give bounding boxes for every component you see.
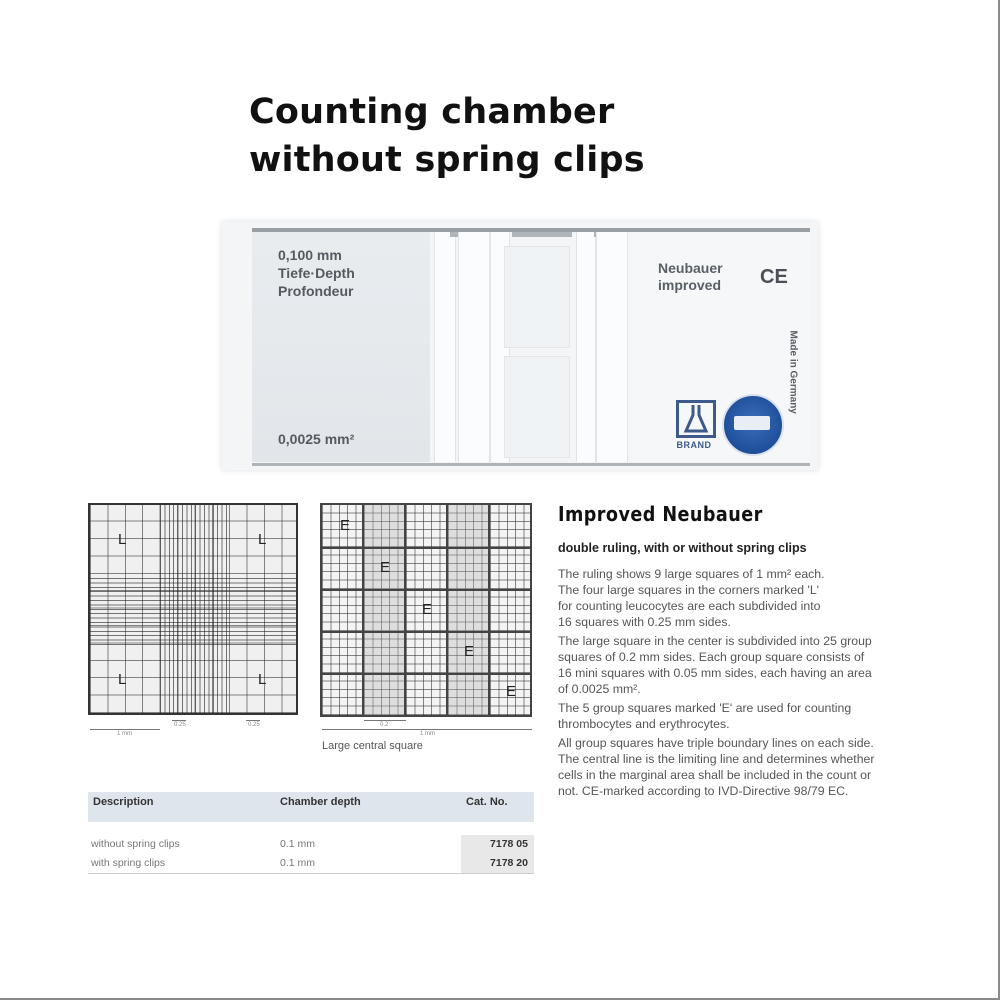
slide-edge [252, 463, 810, 466]
grid-major-line [488, 505, 490, 715]
slide-rail-cap [512, 232, 572, 237]
text-line: The central line is the limiting line and determines whether [558, 752, 875, 766]
dimension-label: 1 mm [420, 731, 435, 737]
blaubrand-label [734, 416, 770, 430]
grid-major-line [322, 547, 530, 549]
column-header-cat-no: Cat. No. [466, 796, 508, 808]
blaubrand-logo [722, 394, 784, 456]
grid-letter-l: L [258, 671, 267, 688]
dimension-line [364, 720, 406, 721]
description-paragraph [558, 566, 978, 630]
chamber-lower [504, 356, 570, 458]
cell-cat-no: 7178 20 [461, 854, 534, 873]
column-header-chamber-depth: Chamber depth [280, 796, 361, 808]
cell-chamber-depth: 0.1 mm [280, 857, 316, 869]
dimension-line [90, 729, 160, 730]
ruling-grid-central-square [320, 503, 532, 717]
counting-chamber-photo [222, 222, 818, 470]
product-label-line-1: Neubauer [658, 260, 723, 276]
depth-label-de-en: Tiefe·Depth [278, 265, 355, 281]
title-line-2: without spring clips [249, 140, 645, 180]
description-paragraph [558, 735, 978, 799]
ruling-grid-overview [88, 503, 298, 715]
grid-letter-l: L [118, 671, 127, 688]
text-line: 16 squares with 0.25 mm sides. [558, 615, 731, 629]
description-paragraph [558, 700, 978, 732]
grid-center-rows [90, 575, 296, 645]
grid-major-line [362, 505, 364, 715]
slide-rail [458, 232, 490, 462]
slide-label-panel [252, 232, 430, 462]
grid-shade [364, 505, 406, 715]
slide-rail [576, 232, 596, 462]
cell-chamber-depth: 0.1 mm [280, 838, 316, 850]
text-line: squares of 0.2 mm sides. Each group square consists of [558, 650, 865, 664]
dimension-label: 0.25 [248, 722, 260, 728]
depth-label-fr: Profondeur [278, 283, 354, 299]
product-label [658, 260, 723, 294]
grid-major-line [446, 505, 448, 715]
text-line: not. CE-marked according to IVD-Directive 98/79 EC. [558, 784, 849, 798]
grid-letter-e: E [340, 517, 351, 534]
chamber-upper [504, 246, 570, 348]
text-line: The ruling shows 9 large squares of 1 mm² each. [558, 567, 825, 581]
text-line: The large square in the center is subdivided into 25 group [558, 634, 872, 648]
text-line: for counting leucocytes are each subdivided into [558, 599, 821, 613]
description-paragraph [558, 633, 978, 697]
section-subtitle: double ruling, with or without spring clips [558, 541, 807, 555]
text-line: of 0.0025 mm². [558, 682, 641, 696]
grid-letter-e: E [422, 601, 433, 618]
grid-major-line [322, 631, 530, 633]
grid-major-line [322, 673, 530, 675]
table-header [88, 792, 534, 822]
area-value: 0,0025 mm² [278, 431, 355, 447]
text-line: 16 mini squares with 0.05 mm sides, each having an area [558, 666, 872, 680]
dimension-line [246, 720, 260, 721]
grid-major-line [322, 589, 530, 591]
text-line: The 5 group squares marked 'E' are used for counting [558, 701, 852, 715]
ordering-table [88, 792, 534, 874]
cell-description: without spring clips [91, 838, 180, 850]
text-line: cells in the marginal area shall be included in the count or [558, 768, 872, 782]
text-line: All group squares have triple boundary lines on each side. [558, 736, 874, 750]
grid-shade [448, 505, 490, 715]
dimension-label: 1 mm [117, 731, 132, 737]
section-title: Improved Neubauer [558, 502, 763, 526]
grid-letter-e: E [380, 559, 391, 576]
text-line: The four large squares in the corners marked 'L' [558, 583, 820, 597]
brand-name: BRAND [676, 440, 712, 450]
grid-letter-e: E [464, 643, 475, 660]
depth-value: 0,100 mm [278, 247, 342, 263]
page-title [249, 88, 645, 184]
grid-letter-l: L [118, 531, 127, 548]
brand-logo [670, 392, 718, 452]
grid-caption: Large central square [322, 740, 423, 752]
description-body [558, 566, 978, 802]
cell-cat-no: 7178 05 [461, 835, 534, 854]
product-label-line-2: improved [658, 277, 722, 293]
grid-major-line [404, 505, 406, 715]
ce-mark: CE [760, 266, 788, 288]
column-header-description: Description [93, 796, 154, 808]
text-line: thrombocytes and erythrocytes. [558, 717, 730, 731]
grid-letter-e: E [506, 683, 517, 700]
made-in-text: Made in Germany [787, 330, 799, 414]
slide-brand-panel [630, 232, 810, 462]
grid-letter-l: L [258, 531, 267, 548]
dimension-label: 0.2 [380, 722, 389, 728]
title-line-1: Counting chamber [249, 92, 615, 132]
dimension-line [322, 729, 532, 730]
cell-description: with spring clips [91, 857, 166, 869]
slide-rail [596, 232, 628, 462]
table-row [88, 854, 534, 873]
table-bottom-rule [88, 873, 534, 874]
dimension-line [172, 720, 186, 721]
table-row [88, 835, 534, 854]
flask-icon [676, 400, 716, 438]
dimension-label: 0.25 [174, 722, 186, 728]
made-in-label [786, 332, 800, 442]
slide-rail [434, 232, 456, 462]
